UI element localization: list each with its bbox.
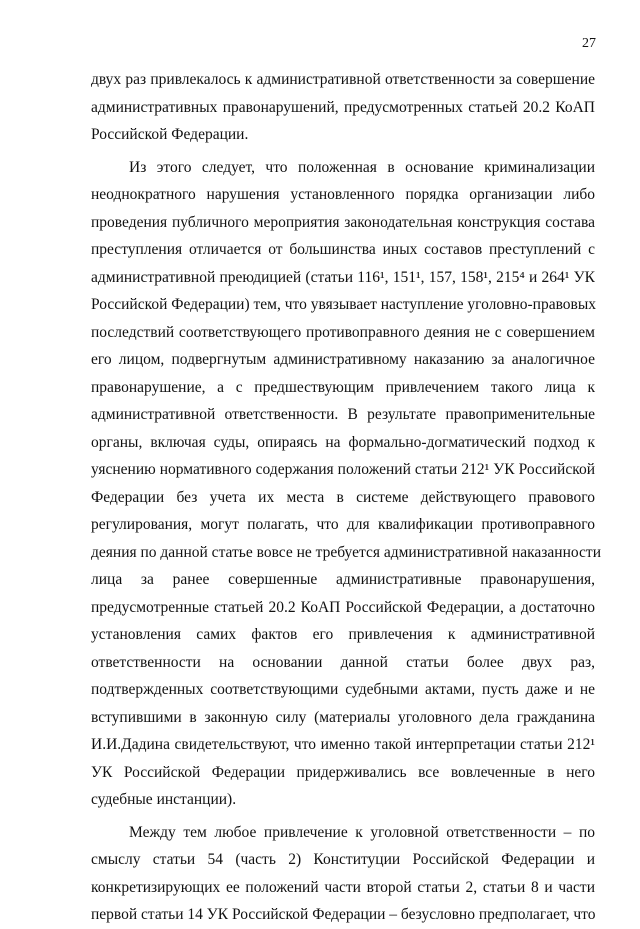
text-line: установления самих фактов его привлечения к административной xyxy=(91,626,595,643)
text-line: Федерации без учета их места в системе действующего правового xyxy=(91,488,595,506)
text-line: первой статьи 14 УК Российской Федерации – безусловно предполагает, что xyxy=(91,906,596,923)
text-line: деяния по данной статье вовсе не требуется административной наказанности xyxy=(91,543,601,561)
text-line: лица за ранее совершенные административные правонарушения, xyxy=(91,571,595,588)
text-line: административной преюдицией (статьи 116¹, 151¹, 157, 158¹, 215⁴ и 264¹ УК xyxy=(91,268,595,286)
text-line: подтвержденных соответствующими судебными актами, пусть даже и не xyxy=(91,681,595,698)
text-line: последствий соответствующего противоправного деяния не с совершением xyxy=(91,323,595,341)
text-line: уяснению нормативного содержания положений статьи 212¹ УК Российской xyxy=(91,461,595,478)
text-line: ответственности на основании данной статьи более двух раз, xyxy=(91,653,595,671)
text-line: административных правонарушений, предусмотренных статьей 20.2 КоАП xyxy=(91,98,595,116)
text-line: предусмотренные статьей 20.2 КоАП Российской Федерации, а достаточно xyxy=(91,598,595,616)
text-line: правонарушение, а с предшествующим привлечением такого лица к xyxy=(91,378,595,396)
text-line: Из этого следует, что положенная в основание криминализации xyxy=(129,158,595,176)
text-line: УК Российской Федерации придерживались все вовлеченные в него xyxy=(91,763,595,781)
text-line: смыслу статьи 54 (часть 2) Конституции Российской Федерации и xyxy=(91,851,595,868)
paragraph xyxy=(91,819,595,929)
paragraph xyxy=(91,66,595,149)
paragraph xyxy=(91,154,601,814)
text-line: вступившими в законную силу (материалы уголовного дела гражданина xyxy=(91,708,595,726)
text-line: судебные инстанции). xyxy=(91,791,237,808)
text-line: регулирования, могут полагать, что для квалификации противоправного xyxy=(91,516,595,533)
text-line: Российской Федерации) тем, что увязывает наступление уголовно-правовых xyxy=(91,296,597,313)
text-line: органы, включая суды, опираясь на формально-догматический подход к xyxy=(91,433,595,451)
text-line: Российской Федерации. xyxy=(91,126,249,143)
text-line: двух раз привлекалось к административной ответственности за совершение xyxy=(91,71,595,88)
page-number: 27 xyxy=(582,36,596,51)
document-body xyxy=(91,66,601,929)
text-line: И.И.Дадина свидетельствуют, что именно такой интерпретации статьи 212¹ xyxy=(91,736,595,753)
text-line: его лицом, подвергнутым административному наказанию за аналогичное xyxy=(91,351,595,368)
text-line: преступления отличается от большинства иных составов преступлений с xyxy=(91,241,595,258)
text-line: конкретизирующих ее положений части второй статьи 2, статьи 8 и части xyxy=(91,878,595,896)
text-line: административной ответственности. В результате правоприменительные xyxy=(91,406,595,423)
text-line: неоднократного нарушения установленного порядка организации либо xyxy=(91,186,595,203)
text-line: проведения публичного мероприятия законодательная конструкция состава xyxy=(91,213,595,231)
text-line: Между тем любое привлечение к уголовной ответственности – по xyxy=(129,823,595,841)
